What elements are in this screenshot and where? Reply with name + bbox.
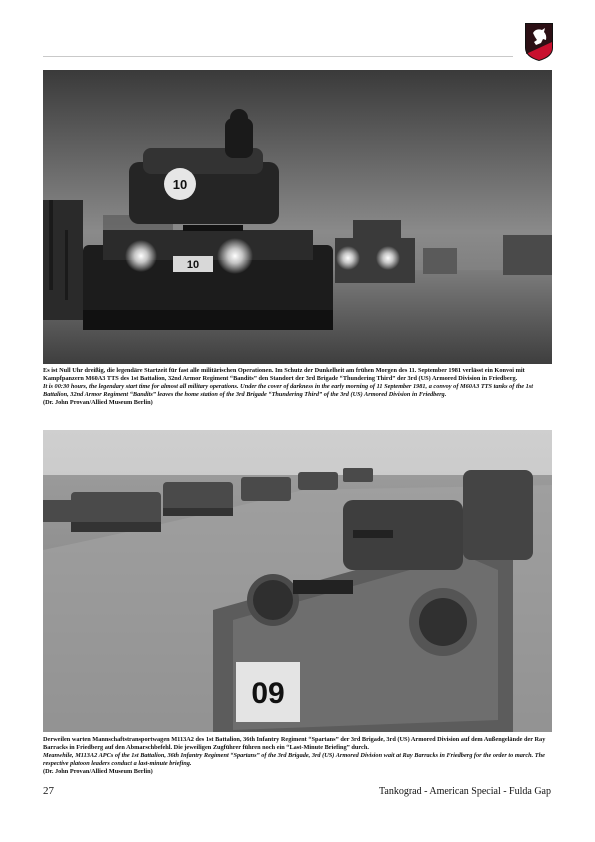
caption-photo-2 (43, 736, 552, 776)
caption-german: Es ist Null Uhr dreißig, die legendäre Startzeit für fast alle militärischen Operationen. Im Schutz der Dunkelheit am frühen Morgen des 11. September 1981 verlässt ein Konvoi mit Kampfpanzern M60A3 TTS des 1st Battalion, 32nd Armor Regiment “Bandits” den Standort der 3rd Brigade “Thundering Third” der 3rd (US) Armored Division in Friedberg. (43, 367, 525, 383)
caption-photo-1 (43, 367, 552, 407)
photo-apc-column (43, 430, 552, 732)
caption-english: It is 00:30 hours, the legendary start time for almost all military operations. Under the cover of darkness in the early morning of 11 September 1981, a convoy of M60A3 TTS tanks of the 1st Battalion, 32nd Armor Regiment “Bandits” leaves the home station of the 3rd Brigade “Thundering Third” of the 3rd (US) Armored Division in Friedberg. (43, 383, 533, 399)
caption-german: Derweilen warten Mannschaftstransportwagen M113A2 des 1st Battalion, 36th Infantry Regiment “Spartans” der 3rd Brigade, 3rd (US) Armored Division auf dem Außengelände der Ray Barracks in Friedberg auf den Abmarschbefehl. Die jeweiligen Zugführer führen noch ein “Last-Minute Briefing” durch. (43, 736, 546, 752)
hull-number: 10 (186, 259, 200, 271)
photo-tank-convoy-night (43, 70, 552, 364)
header-rule (43, 56, 513, 57)
photo-credit: (Dr. John Provan/Allied Museum Berlin) (43, 399, 153, 407)
page-number: 27 (43, 785, 54, 797)
photo-credit: (Dr. John Provan/Allied Museum Berlin) (43, 768, 153, 776)
apc-vehicle-number: 09 (251, 677, 285, 710)
turret-number: 10 (172, 177, 188, 192)
caption-english: Meanwhile, M113A2 APCs of the 1st Battalion, 36th Infantry Regiment “Spartans” of the 3rd Brigade, 3rd (US) Armored Division wait at Ray Barracks in Friedberg for the order to march. The respective platoon leaders conduct a last-minute briefing. (43, 752, 545, 768)
running-title: Tankograd - American Special - Fulda Gap (378, 786, 551, 797)
unit-emblem-icon (524, 22, 554, 62)
